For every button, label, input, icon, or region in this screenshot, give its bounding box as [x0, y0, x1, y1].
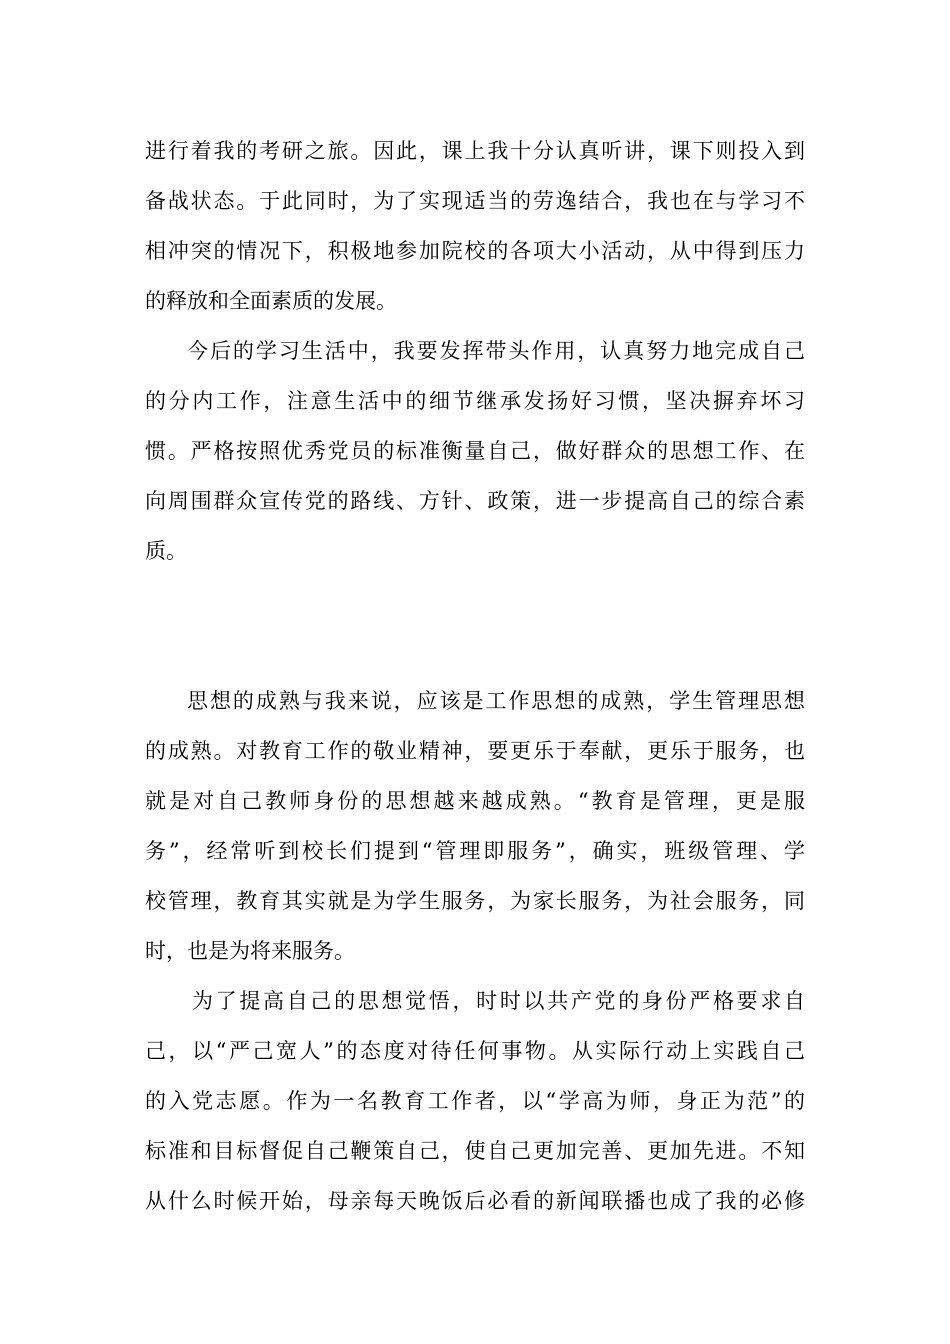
paragraph-4-line-4: 标准和目标督促自己鞭策自己，使自己更加完善、更加先进。不知: [145, 1139, 805, 1163]
paragraph-2-line-3: 惯。严格按照优秀党员的标准衡量自己，做好群众的思想工作、在: [145, 439, 805, 463]
paragraph-3-line-5: 校管理，教育其实就是为学生服务，为家长服务，为社会服务，同: [145, 889, 805, 913]
paragraph-1-line-3: 相冲突的情况下，积极地参加院校的各项大小活动，从中得到压力: [145, 239, 805, 263]
paragraph-3-line-4: 务”，经常听到校长们提到“管理即服务”，确实，班级管理、学: [145, 839, 805, 863]
paragraph-1-line-2: 备战状态。于此同时，为了实现适当的劳逸结合，我也在与学习不: [145, 189, 805, 213]
paragraph-2-line-5: 质。: [145, 539, 187, 563]
paragraph-4-line-1: 为了提高自己的思想觉悟，时时以共产党的身份严格要求自: [192, 989, 805, 1013]
paragraph-2-line-1: 今后的学习生活中，我要发挥带头作用，认真努力地完成自己: [187, 339, 805, 363]
paragraph-3-line-2: 的成熟。对教育工作的敬业精神，要更乐于奉献，更乐于服务，也: [145, 739, 805, 763]
paragraph-4-line-5: 从什么时候开始，母亲每天晚饭后必看的新闻联播也成了我的必修: [145, 1189, 805, 1213]
paragraph-3-line-1: 思想的成熟与我来说，应该是工作思想的成熟，学生管理思想: [187, 689, 805, 713]
paragraph-1-line-1: 进行着我的考研之旅。因此，课上我十分认真听讲，课下则投入到: [145, 139, 805, 163]
paragraph-4-line-2: 己，以“严己宽人”的态度对待任何事物。从实际行动上实践自己: [145, 1039, 805, 1063]
paragraph-4-line-3: 的入党志愿。作为一名教育工作者，以“学高为师，身正为范”的: [145, 1089, 805, 1113]
paragraph-2-line-4: 向周围群众宣传党的路线、方针、政策，进一步提高自己的综合素: [145, 489, 805, 513]
paragraph-3-line-6: 时，也是为将来服务。: [145, 939, 355, 963]
paragraph-2-line-2: 的分内工作，注意生活中的细节继承发扬好习惯，坚决摒弃坏习: [145, 389, 805, 413]
paragraph-3-line-3: 就是对自己教师身份的思想越来越成熟。“教育是管理，更是服: [145, 789, 805, 813]
paragraph-1-line-4: 的释放和全面素质的发展。: [145, 289, 397, 313]
